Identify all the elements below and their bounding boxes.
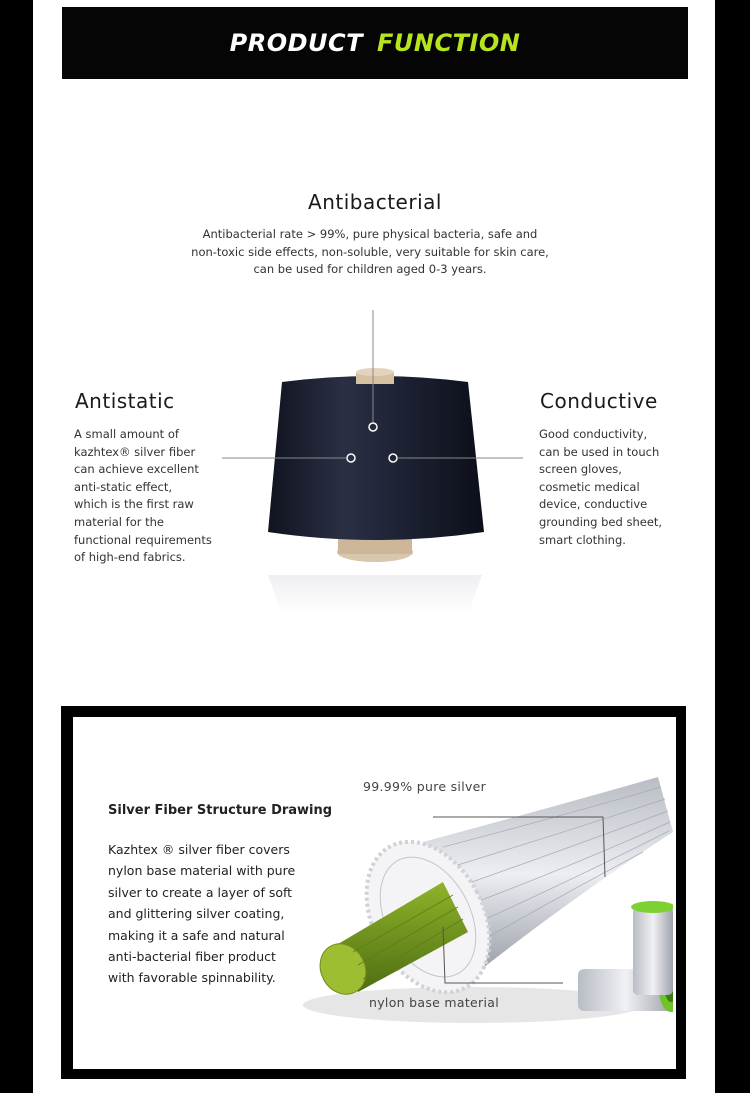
left-border [0, 0, 33, 1093]
antistatic-title: Antistatic [75, 389, 175, 413]
label-nylon-base: nylon base material [369, 995, 499, 1010]
header-banner [62, 7, 688, 79]
antibacterial-desc: Antibacterial rate > 99%, pure physical bacteria, safe and non-toxic side effects, non-soluble, very suitable for skin care, can be used for children aged 0-3 years. [191, 227, 549, 277]
right-border [715, 0, 750, 1093]
header-word-function: FUNCTION [377, 29, 521, 57]
structure-title: Silver Fiber Structure Drawing [108, 803, 333, 818]
antistatic-desc: A small amount of kazhtex® silver fiber can achieve excellent anti-static effect, which is the first raw material for the functional requirements of high-end fabrics. [74, 427, 212, 565]
spool-vertical [631, 901, 673, 995]
antibacterial-title: Antibacterial [308, 190, 442, 214]
silver-fiber-panel-inner [73, 717, 676, 1069]
yarn-cone-image [210, 300, 540, 620]
cone-reflection [268, 575, 482, 615]
label-pure-silver: 99.99% pure silver [363, 779, 487, 794]
structure-desc: Kazhtex ® silver fiber covers nylon base material with pure silver to create a layer of soft and glittering silver coating, making it a safe and natural anti-bacterial fiber product with favorable spinnability. [108, 842, 296, 986]
conductive-title: Conductive [540, 389, 658, 413]
silver-fiber-panel [61, 706, 686, 1079]
header-title [230, 29, 521, 57]
conductive-desc: Good conductivity, can be used in touch screen gloves, cosmetic medical device, conductive grounding bed sheet, smart clothing. [539, 427, 663, 547]
header-word-product: PRODUCT [229, 29, 363, 57]
